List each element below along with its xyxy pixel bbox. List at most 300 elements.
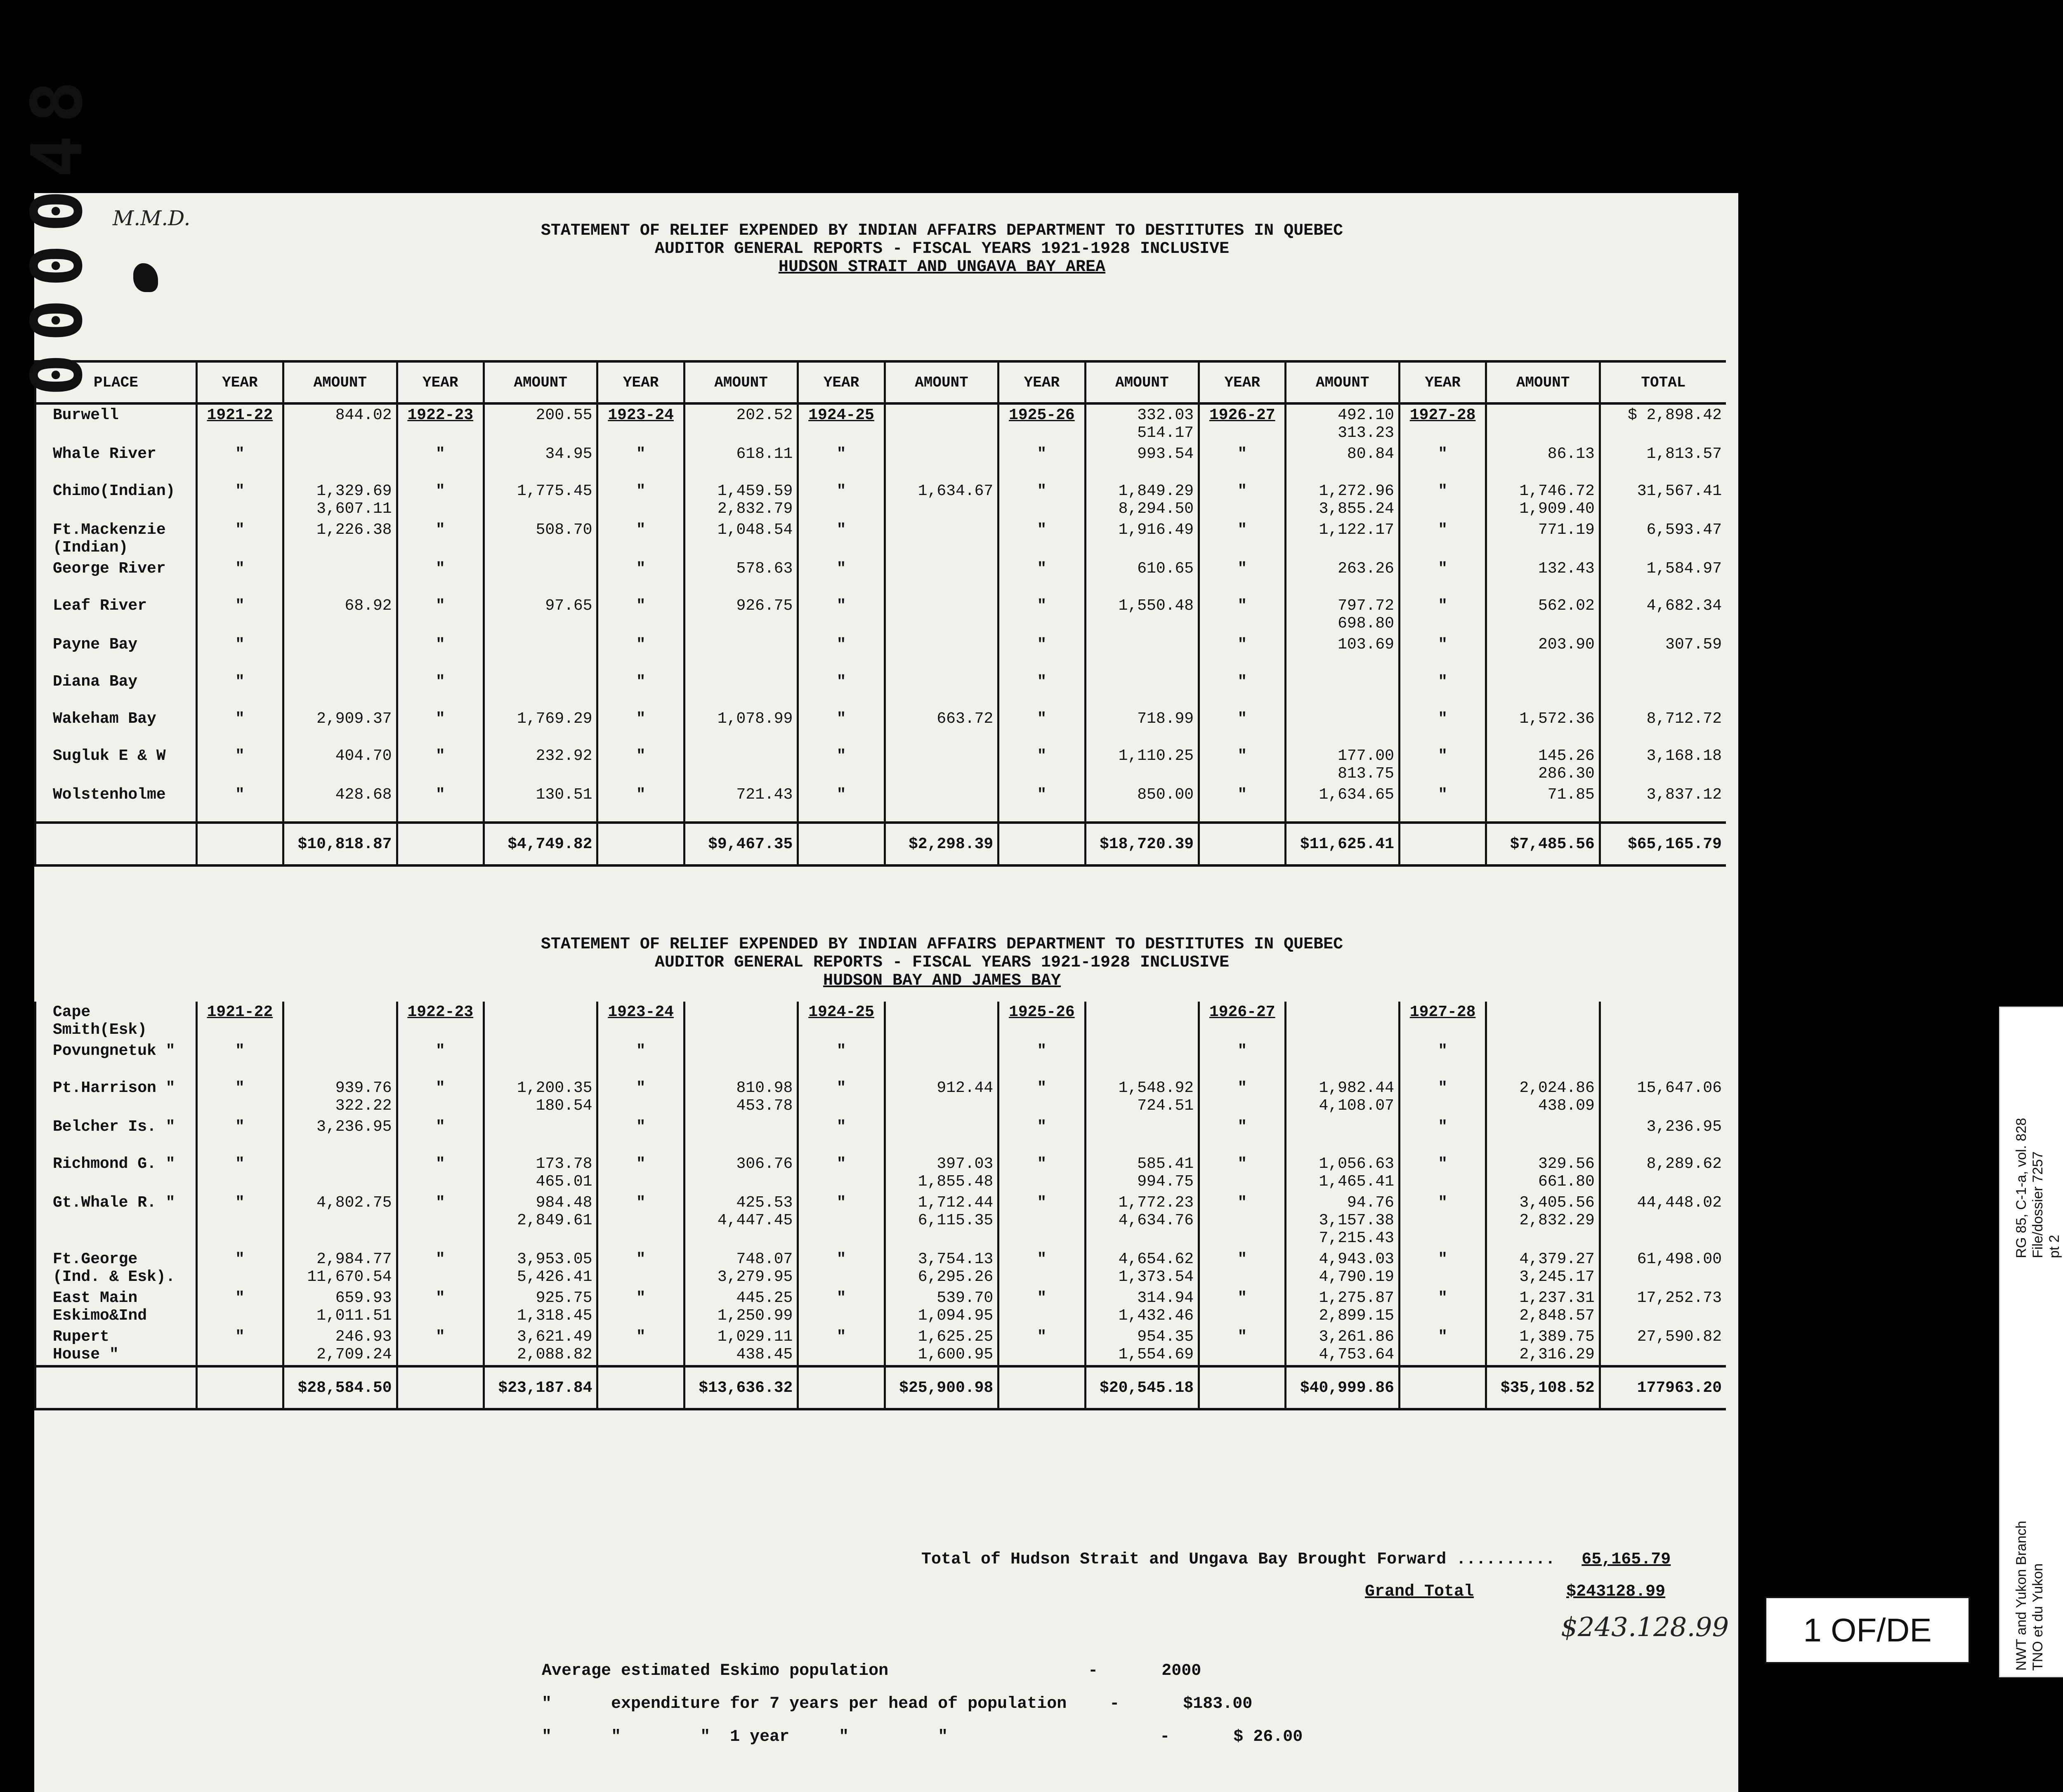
year-cell: 1924-25 [798,1002,885,1040]
year-cell: " [1399,1192,1486,1249]
amount-cell: 4,943.03 4,790.19 [1286,1249,1400,1287]
amount-cell: 1,110.25 [1085,745,1199,784]
amount-cell: 659.93 1,011.51 [283,1287,397,1326]
archive-ref-line1: RG 85, C-1-a, vol. 828 [2013,1118,2029,1258]
column-total: $40,999.86 [1286,1366,1400,1409]
amount-cell: 1,237.31 2,848.57 [1486,1287,1600,1326]
amount-cell [484,558,597,595]
year-cell: " [397,784,484,823]
amount-cell: 428.68 [283,784,397,823]
totals-year-blank [1199,1366,1286,1409]
year-cell: " [798,1249,885,1287]
year-cell: " [798,708,885,745]
amount-cell [885,784,998,823]
totals-year-blank [1399,1366,1486,1409]
amount-cell: 562.02 [1486,595,1600,634]
year-cell: " [1199,443,1286,481]
year-cell: " [798,519,885,558]
column-total: $28,584.50 [283,1366,397,1409]
amount-cell [885,671,998,708]
amount-cell: 1,272.96 3,855.24 [1286,481,1400,519]
year-cell: " [1399,708,1486,745]
table-row [35,671,1726,708]
year-cell: " [196,634,283,671]
year-cell: " [397,1078,484,1116]
amount-cell [1085,1116,1199,1153]
reel-label: 1 OF/DE [1765,1596,1970,1664]
statement1-line2: AUDITOR GENERAL REPORTS - FISCAL YEARS 1921-1928 INCLUSIVE [654,240,1230,258]
amount-cell: 329.56 661.80 [1486,1153,1600,1192]
year-cell: " [397,1287,484,1326]
amount-cell: 850.00 [1085,784,1199,823]
amount-cell: 3,953.05 5,426.41 [484,1249,597,1287]
year-cell: " [597,481,684,519]
year-cell: " [397,671,484,708]
relief-table-section1 [34,360,1726,867]
row-total: 6,593.47 [1600,519,1726,558]
amount-cell: 578.63 [684,558,798,595]
column-header: AMOUNT [1085,361,1199,403]
amount-cell [1286,1002,1400,1040]
amount-cell [1486,1002,1600,1040]
year-cell: " [196,519,283,558]
year-cell: " [1199,1249,1286,1287]
totals-year-blank [1399,823,1486,865]
place-name: East Main Eskimo&Ind [35,1287,197,1326]
forward-value: 65,165.79 [1581,1550,1671,1569]
year-cell: " [1199,595,1286,634]
column-header: PLACE [35,361,197,403]
year-cell: " [597,519,684,558]
year-cell: " [998,1192,1085,1249]
amount-cell: 177.00 813.75 [1286,745,1400,784]
year-cell: " [597,1040,684,1078]
column-total: $13,636.32 [684,1366,798,1409]
amount-cell: 1,056.63 1,465.41 [1286,1153,1400,1192]
year-cell: " [1399,481,1486,519]
amount-cell: 1,712.44 6,115.35 [885,1192,998,1249]
year-cell: 1925-26 [998,1002,1085,1040]
frame-number: 000048 [17,68,98,396]
column-total: $20,545.18 [1085,1366,1199,1409]
expenditure-year-line [542,1728,1303,1746]
amount-cell: 1,226.38 [283,519,397,558]
amount-cell: 1,048.54 [684,519,798,558]
totals-year-blank [597,823,684,865]
year-cell: " [798,558,885,595]
amount-cell [484,634,597,671]
amount-cell: 1,982.44 4,108.07 [1286,1078,1400,1116]
expenditure-year-value: $ 26.00 [1233,1728,1303,1746]
amount-cell: 925.75 1,318.45 [484,1287,597,1326]
year-cell: " [998,1116,1085,1153]
table-row [35,745,1726,784]
amount-cell: 844.02 [283,403,397,443]
amount-cell: 86.13 [1486,443,1600,481]
year-cell: " [798,1287,885,1326]
population-label: Average estimated Eskimo population [542,1662,889,1680]
year-cell: " [196,481,283,519]
amount-cell [484,1116,597,1153]
table-row [35,595,1726,634]
year-cell: " [1399,1153,1486,1192]
year-cell: " [397,1249,484,1287]
year-cell: " [397,708,484,745]
amount-cell: 771.19 [1486,519,1600,558]
amount-cell [283,558,397,595]
year-cell: " [798,784,885,823]
table-row [35,403,1726,443]
column-header: AMOUNT [885,361,998,403]
row-total: 3,837.12 [1600,784,1726,823]
year-cell: " [798,1116,885,1153]
year-cell: " [1199,1116,1286,1153]
amount-cell: 445.25 1,250.99 [684,1287,798,1326]
year-cell: " [798,671,885,708]
year-cell: " [1199,1153,1286,1192]
row-total [1600,671,1726,708]
year-cell: " [597,745,684,784]
amount-cell [885,1116,998,1153]
amount-cell [885,1002,998,1040]
amount-cell [1085,671,1199,708]
amount-cell: 993.54 [1085,443,1199,481]
year-cell: " [998,708,1085,745]
column-total: $9,467.35 [684,823,798,865]
year-cell: " [1199,745,1286,784]
year-cell: " [397,519,484,558]
amount-cell: 539.70 1,094.95 [885,1287,998,1326]
statement-title-2 [488,936,1396,990]
year-cell: " [1399,1287,1486,1326]
amount-cell: 1,572.36 [1486,708,1600,745]
place-name: Gt.Whale R. " [35,1192,197,1249]
column-header: TOTAL [1600,361,1726,403]
amount-cell: 926.75 [684,595,798,634]
amount-cell: 2,984.77 11,670.54 [283,1249,397,1287]
table-row [35,1326,1726,1366]
year-cell: 1923-24 [597,403,684,443]
year-cell: " [998,1287,1085,1326]
year-cell: " [1199,1078,1286,1116]
amount-cell: 610.65 [1085,558,1199,595]
year-cell: " [1399,745,1486,784]
amount-cell [885,634,998,671]
table-row [35,1192,1726,1249]
amount-cell: 68.92 [283,595,397,634]
amount-cell: 1,122.17 [1286,519,1400,558]
year-cell: " [998,745,1085,784]
forward-line [921,1550,1671,1569]
amount-cell: 748.07 3,279.95 [684,1249,798,1287]
handwritten-total: $243.128.99 [1561,1612,1729,1643]
row-total [1600,1040,1726,1078]
amount-cell [684,1116,798,1153]
column-header: AMOUNT [684,361,798,403]
row-total: 1,584.97 [1600,558,1726,595]
totals-row [35,1366,1726,1409]
place-name: Povungnetuk " [35,1040,197,1078]
amount-cell: 4,802.75 [283,1192,397,1249]
amount-cell: 71.85 [1486,784,1600,823]
amount-cell: 145.26 286.30 [1486,745,1600,784]
year-cell: " [1199,519,1286,558]
grand-total-line [1365,1582,1665,1601]
amount-cell: 397.03 1,855.48 [885,1153,998,1192]
year-cell: " [196,745,283,784]
year-cell: " [1399,1116,1486,1153]
column-total: $35,108.52 [1486,1366,1600,1409]
year-cell: " [798,634,885,671]
amount-cell [283,634,397,671]
year-cell: " [798,481,885,519]
year-cell: " [798,1326,885,1366]
year-cell: " [196,671,283,708]
amount-cell: 34.95 [484,443,597,481]
amount-cell: 306.76 [684,1153,798,1192]
year-cell: " [998,1326,1085,1366]
year-cell: " [1199,1040,1286,1078]
year-cell: 1926-27 [1199,403,1286,443]
totals-year-blank [196,823,283,865]
totals-year-blank [998,823,1085,865]
year-cell: " [1199,671,1286,708]
place-name: Ft.Mackenzie (Indian) [35,519,197,558]
totals-year-blank [798,1366,885,1409]
year-cell: " [597,671,684,708]
column-header: YEAR [998,361,1085,403]
totals-year-blank [397,823,484,865]
table-row [35,1078,1726,1116]
year-cell: " [798,1153,885,1192]
year-cell: " [998,671,1085,708]
amount-cell [684,671,798,708]
amount-cell [885,443,998,481]
place-name: Leaf River [35,595,197,634]
row-total: $ 2,898.42 [1600,403,1726,443]
year-cell: " [798,745,885,784]
year-cell: " [798,1192,885,1249]
branch-line1: NWT and Yukon Branch [2013,1521,2029,1671]
place-name: Pt.Harrison " [35,1078,197,1116]
year-cell: " [196,1192,283,1249]
amount-cell: 202.52 [684,403,798,443]
year-cell: " [798,1078,885,1116]
amount-cell [1085,1040,1199,1078]
amount-cell: 1,548.92 724.51 [1085,1078,1199,1116]
overall-total: $65,165.79 [1600,823,1726,865]
row-total [1600,1002,1726,1040]
amount-cell [684,745,798,784]
year-cell: 1924-25 [798,403,885,443]
year-cell: " [597,1326,684,1366]
expenditure-year-dash: - [1160,1728,1170,1746]
year-cell: " [597,1287,684,1326]
totals-year-blank [998,1366,1085,1409]
amount-cell: 200.55 [484,403,597,443]
year-cell: " [397,558,484,595]
ink-mark [133,263,158,292]
place-name: Cape Smith(Esk) [35,1002,197,1040]
amount-cell: 585.41 994.75 [1085,1153,1199,1192]
year-cell: 1922-23 [397,403,484,443]
year-cell: " [998,481,1085,519]
amount-cell: 203.90 [1486,634,1600,671]
year-cell: " [597,1192,684,1249]
year-cell: " [397,634,484,671]
table-row [35,1002,1726,1040]
amount-cell: 954.35 1,554.69 [1085,1326,1199,1366]
amount-cell [885,1040,998,1078]
amount-cell [1486,671,1600,708]
year-cell: " [1199,634,1286,671]
amount-cell [885,403,998,443]
year-cell: " [1199,1287,1286,1326]
year-cell: " [998,1153,1085,1192]
year-cell: " [798,595,885,634]
amount-cell: 1,769.29 [484,708,597,745]
row-total: 44,448.02 [1600,1192,1726,1249]
amount-cell [1486,1116,1600,1153]
table-row [35,481,1726,519]
amount-cell: 797.72 698.80 [1286,595,1400,634]
amount-cell: 4,379.27 3,245.17 [1486,1249,1600,1287]
amount-cell: 232.92 [484,745,597,784]
grand-total-label: Grand Total [1365,1582,1474,1601]
amount-cell [684,1040,798,1078]
archive-ref-line3: pt 2 [2046,1235,2062,1258]
row-total: 4,682.34 [1600,595,1726,634]
table-row [35,708,1726,745]
amount-cell: 1,775.45 [484,481,597,519]
population-value: 2000 [1161,1662,1201,1680]
amount-cell: 1,550.48 [1085,595,1199,634]
amount-cell: 3,405.56 2,832.29 [1486,1192,1600,1249]
amount-cell: 1,746.72 1,909.40 [1486,481,1600,519]
year-cell: 1927-28 [1399,1002,1486,1040]
section2-rows [35,1002,1726,1409]
expenditure-value: $183.00 [1183,1695,1253,1713]
row-total: 8,289.62 [1600,1153,1726,1192]
column-header: AMOUNT [283,361,397,403]
year-cell: " [196,1249,283,1287]
expenditure-line [542,1695,1252,1713]
statement1-line1: STATEMENT OF RELIEF EXPENDED BY INDIAN AFFAIRS DEPARTMENT TO DESTITUTES IN QUEBEC [541,222,1343,240]
year-cell: " [1399,1326,1486,1366]
year-cell: 1926-27 [1199,1002,1286,1040]
amount-cell [283,1153,397,1192]
amount-cell [283,1002,397,1040]
year-cell: " [998,1078,1085,1116]
table-row [35,1153,1726,1192]
place-name: Payne Bay [35,634,197,671]
amount-cell: 984.48 2,849.61 [484,1192,597,1249]
statement-title-1 [406,222,1478,276]
amount-cell: 132.43 [1486,558,1600,595]
year-cell: " [998,634,1085,671]
place-name: Sugluk E & W [35,745,197,784]
amount-cell [283,1040,397,1078]
amount-cell [1085,1002,1199,1040]
year-cell: " [1399,558,1486,595]
amount-cell: 1,329.69 3,607.11 [283,481,397,519]
year-cell: " [798,1040,885,1078]
place-name: Belcher Is. " [35,1116,197,1153]
totals-year-blank [1199,823,1286,865]
column-header: YEAR [1199,361,1286,403]
amount-cell [1085,634,1199,671]
totals-blank [35,1366,197,1409]
amount-cell [684,634,798,671]
amount-cell: 3,236.95 [283,1116,397,1153]
year-cell: " [397,1326,484,1366]
amount-cell: 939.76 322.22 [283,1078,397,1116]
year-cell: " [196,595,283,634]
amount-cell: 1,634.65 [1286,784,1400,823]
place-name: Wolstenholme [35,784,197,823]
place-name: Diana Bay [35,671,197,708]
year-cell: " [1199,558,1286,595]
amount-cell [1486,403,1600,443]
place-name: Rupert House " [35,1326,197,1366]
amount-cell [885,558,998,595]
year-cell: 1927-28 [1399,403,1486,443]
statement1-line3: HUDSON STRAIT AND UNGAVA BAY AREA [778,258,1106,276]
year-cell: " [397,595,484,634]
year-cell: " [1199,784,1286,823]
year-cell: " [597,1153,684,1192]
table-row [35,443,1726,481]
amount-cell: 2,024.86 438.09 [1486,1078,1600,1116]
amount-cell: 97.65 [484,595,597,634]
column-header: YEAR [1399,361,1486,403]
amount-cell [1486,1040,1600,1078]
document-page [34,193,1738,1792]
amount-cell: 94.76 3,157.38 7,215.43 [1286,1192,1400,1249]
amount-cell [1286,708,1400,745]
year-cell: " [196,558,283,595]
archive-ref-line2: File/dossier 7257 [2030,1151,2046,1258]
row-total: 3,236.95 [1600,1116,1726,1153]
year-cell: " [597,1078,684,1116]
year-cell: " [196,1153,283,1192]
table-row [35,1116,1726,1153]
amount-cell [1286,1116,1400,1153]
column-total: $7,485.56 [1486,823,1600,865]
amount-cell: 425.53 4,447.45 [684,1192,798,1249]
year-cell: " [998,558,1085,595]
year-cell: " [1399,634,1486,671]
year-cell: " [597,634,684,671]
handwritten-initials: M.M.D. [113,206,191,230]
overall-total: 177963.20 [1600,1366,1726,1409]
row-total: 1,813.57 [1600,443,1726,481]
branch-line2: TNO et du Yukon [2030,1563,2046,1671]
row-total: 17,252.73 [1600,1287,1726,1326]
year-cell: " [597,595,684,634]
place-name: Chimo(Indian) [35,481,197,519]
column-header: AMOUNT [1486,361,1600,403]
amount-cell: 332.03 514.17 [1085,403,1199,443]
year-cell: " [597,558,684,595]
year-cell: " [998,595,1085,634]
amount-cell: 492.10 313.23 [1286,403,1400,443]
year-cell: " [196,708,283,745]
column-total: $11,625.41 [1286,823,1400,865]
amount-cell: 618.11 [684,443,798,481]
amount-cell: 1,916.49 [1085,519,1199,558]
year-cell: " [998,1249,1085,1287]
